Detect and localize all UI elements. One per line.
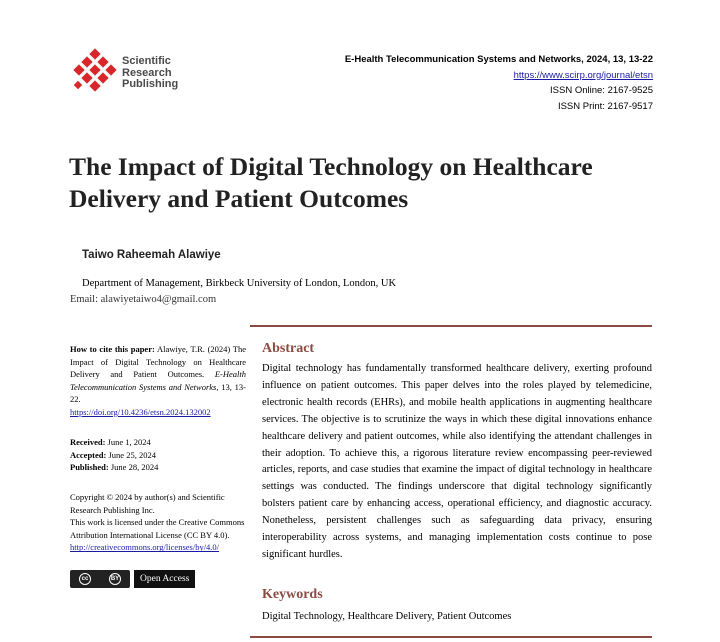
received-date	[70, 436, 246, 449]
open-access-badge[interactable]: Open Access	[134, 570, 195, 588]
received-value: June 1, 2024	[105, 437, 151, 447]
issn-print: ISSN Print: 2167-9517	[557, 100, 653, 112]
license-text: This work is licensed under the Creative Commons Attribution International License (CC BY 4.0).	[70, 517, 245, 540]
copyright-block	[70, 491, 246, 554]
citation-block	[70, 343, 246, 419]
published-label: Published:	[70, 462, 109, 473]
publisher-line: Research	[122, 66, 172, 79]
copyright-text: Copyright © 2024 by author(s) and Scientific Research Publishing Inc.	[70, 492, 225, 515]
journal-url-link[interactable]: https://www.scirp.org/journal/etsn	[513, 69, 653, 81]
cc-by-badge[interactable]	[70, 570, 130, 588]
published-date	[70, 461, 246, 474]
issn-online: ISSN Online: 2167-9525	[550, 85, 653, 96]
published-value: June 28, 2024	[108, 462, 159, 473]
publisher-line: Scientific	[122, 55, 171, 67]
keywords-text: Digital Technology, Healthcare Delivery, Patient Outcomes	[262, 611, 512, 622]
author-email: Email: alawiyetaiwo4@gmail.com	[70, 294, 217, 305]
keywords-heading: Keywords	[262, 587, 323, 602]
publisher-line: Publishing	[122, 78, 179, 90]
journal-citation: E-Health Telecommunication Systems and Networks, 2024, 13, 13-22	[344, 54, 653, 65]
dates-block	[70, 436, 246, 474]
cite-label: How to cite this paper:	[70, 344, 155, 354]
publisher-name	[122, 56, 178, 91]
abstract-text: Digital technology has fundamentally transformed healthcare delivery, exerting profound influence on patient outcomes. This paper delves into the roles played by telemedicine, electronic health records (EHRs), and mobile health applications in augmenting healthcare services. The objective is to scrutinize the ways in which these digital innovations enhance healthcare delivery and patient outcomes, while also identifying the attendant challenges in their adoption. To achieve this, a rigorous literature review encompassing peer-reviewed articles, reports, and case studies that examine the impact of digital technology in healthcare settings was conducted. The findings underscore that digital technology significantly bolsters patient care by enhancing access, operational efficiency, and diagnostic accuracy. Nonetheless, persistent challenges such as safeguarding data privacy, ensuring interoperability across systems, and managing implementation costs continue to pose significant hurdles.	[262, 363, 652, 560]
abstract-heading: Abstract	[262, 341, 315, 356]
cite-text: Alawiye, T.R. (2024) The Impact of Digital Technology on Healthcare Delivery and Patient Outcomes.	[70, 344, 246, 380]
article-title: The Impact of Digital Technology on Healthcare Delivery and Patient Outcomes	[69, 152, 593, 213]
accepted-label: Accepted:	[70, 449, 107, 460]
cc-icon: cc	[79, 573, 91, 585]
doi-link[interactable]: https://doi.org/10.4236/etsn.2024.132002	[70, 406, 211, 417]
cite-volume: , 13, 13-22.	[70, 381, 246, 405]
license-badges	[70, 570, 195, 588]
abstract-top-rule	[250, 325, 652, 327]
author-name: Taiwo Raheemah Alawiye	[82, 249, 221, 261]
accepted-value: June 25, 2024	[106, 449, 156, 460]
cite-journal: E-Health Telecommunication Systems and Networks	[70, 369, 246, 392]
by-icon: BY	[109, 573, 121, 585]
accepted-date	[70, 449, 246, 462]
journal-info	[345, 52, 653, 114]
author-affiliation: Department of Management, Birkbeck University of London, London, UK	[82, 278, 397, 289]
received-label: Received:	[70, 437, 106, 447]
license-link[interactable]: http://creativecommons.org/licenses/by/4.0/	[70, 542, 220, 553]
keywords-bottom-rule	[250, 636, 652, 638]
scirp-logo-icon	[70, 48, 120, 98]
